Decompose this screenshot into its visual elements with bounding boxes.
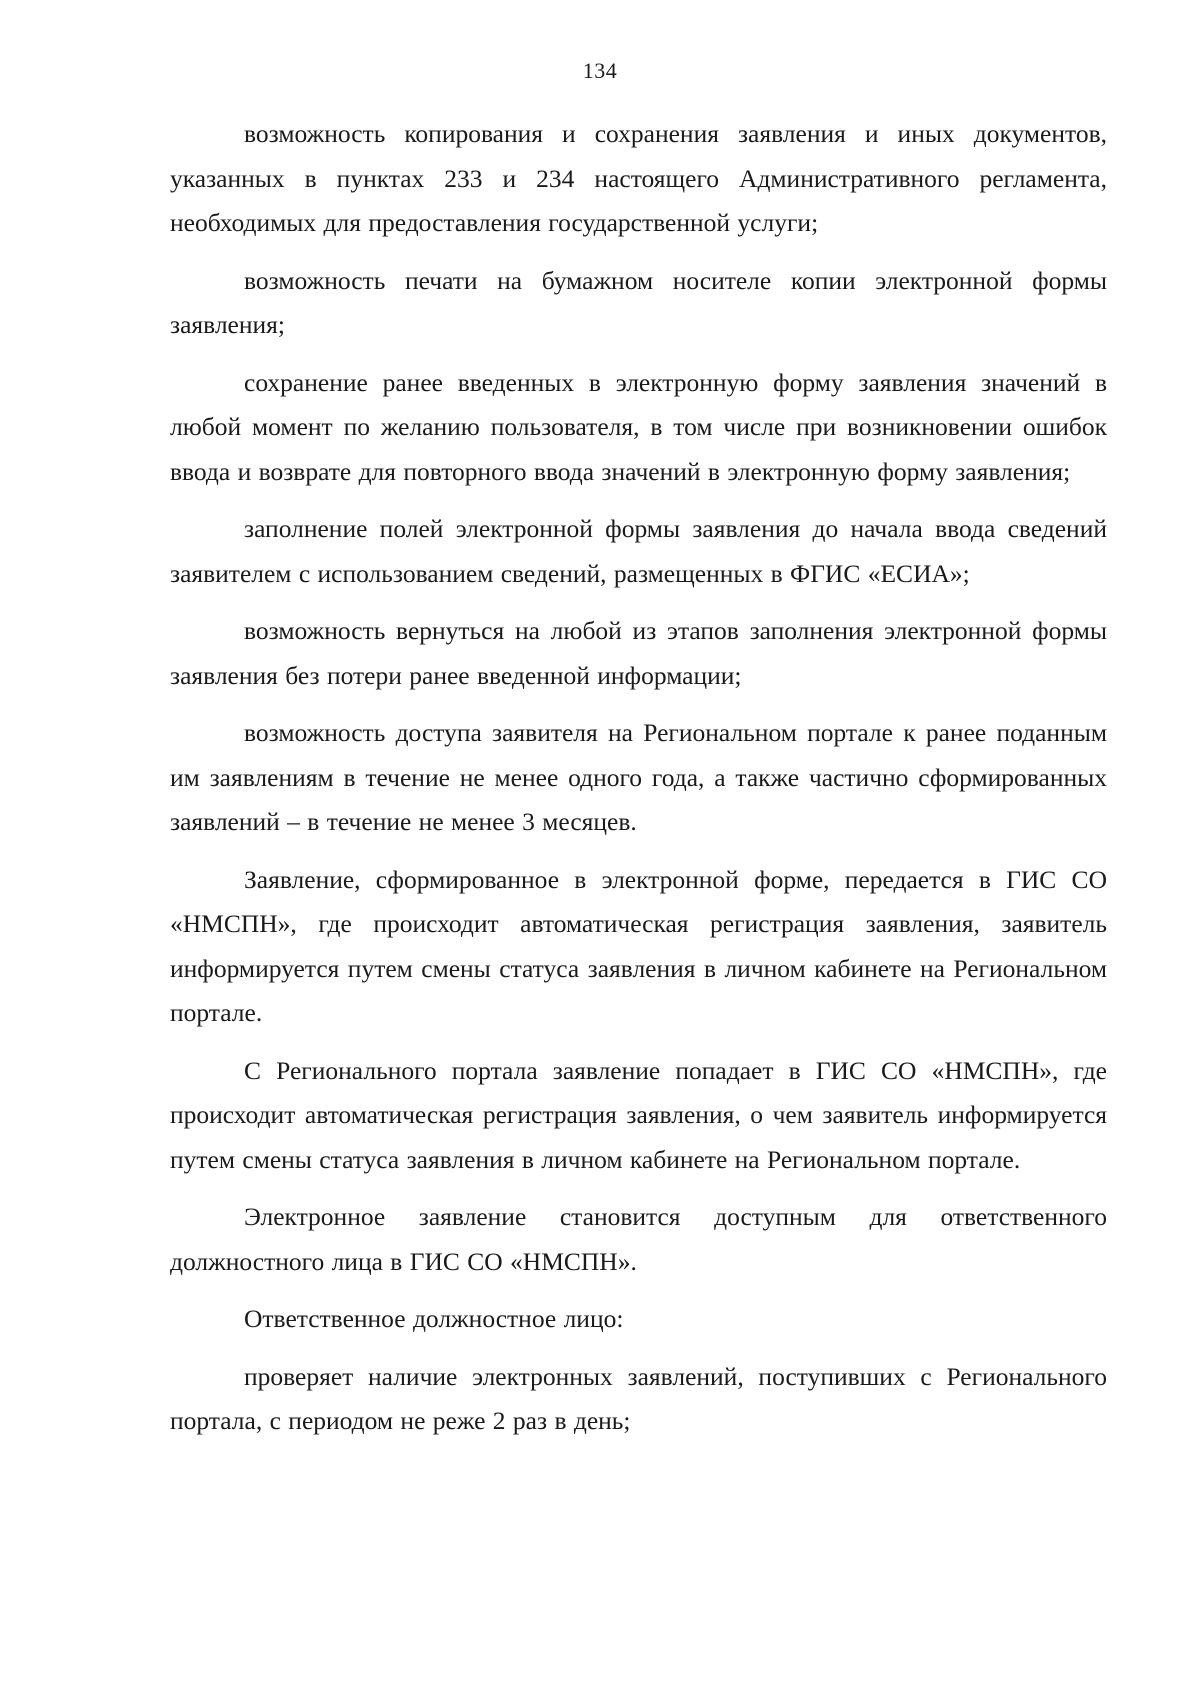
paragraph-availability: Электронное заявление становится доступным для ответственного должностного лица в ГИС СО «НМСПН». xyxy=(170,1202,1107,1276)
paragraph-save-values: сохранение ранее введенных в электронную форму заявления значений в любой момент по желанию пользователя, в том числе при возникновении ошибок ввода и возврате для повторного ввода значений в электронную форму заявления; xyxy=(170,367,1107,486)
document-body xyxy=(170,112,1107,1457)
paragraph-copy-save: возможность копирования и сохранения заявления и иных документов, указанных в пунктах 233 и 234 настоящего Административного регламента, необходимых для предоставления государственной услуги; xyxy=(170,119,1107,237)
paragraph-return-step: возможность вернуться на любой из этапов заполнения электронной формы заявления без потери ранее введенной информации; xyxy=(170,616,1107,690)
page-number: 134 xyxy=(582,58,618,83)
paragraph-check: проверяет наличие электронных заявлений, поступивших с Регионального портала, с периодом не реже 2 раз в день; xyxy=(170,1361,1107,1435)
paragraph-access-history: возможность доступа заявителя на Региональном портале к ранее поданным им заявлениям в течение не менее одного года, а также частично сформированных заявлений – в течение не менее 3 месяцев. xyxy=(170,718,1107,836)
paragraph-prefill: заполнение полей электронной формы заявления до начала ввода сведений заявителем с использованием сведений, размещенных в ФГИС «ЕСИА»; xyxy=(170,514,1107,588)
paragraph-print: возможность печати на бумажном носителе копии электронной формы заявления; xyxy=(170,265,1107,339)
paragraph-transfer: Заявление, сформированное в электронной форме, передается в ГИС СО «НМСПН», где происходит автоматическая регистрация заявления, заявитель информируется путем смены статуса заявления в личном кабинете на Региональном портале. xyxy=(170,864,1107,1027)
paragraph-registration: С Регионального портала заявление попадает в ГИС СО «НМСПН», где происходит автоматическая регистрация заявления, о чем заявитель информируется путем смены статуса заявления в личном кабинете на Региональном портале. xyxy=(170,1055,1107,1174)
paragraph-official: Ответственное должностное лицо: xyxy=(244,1304,624,1333)
